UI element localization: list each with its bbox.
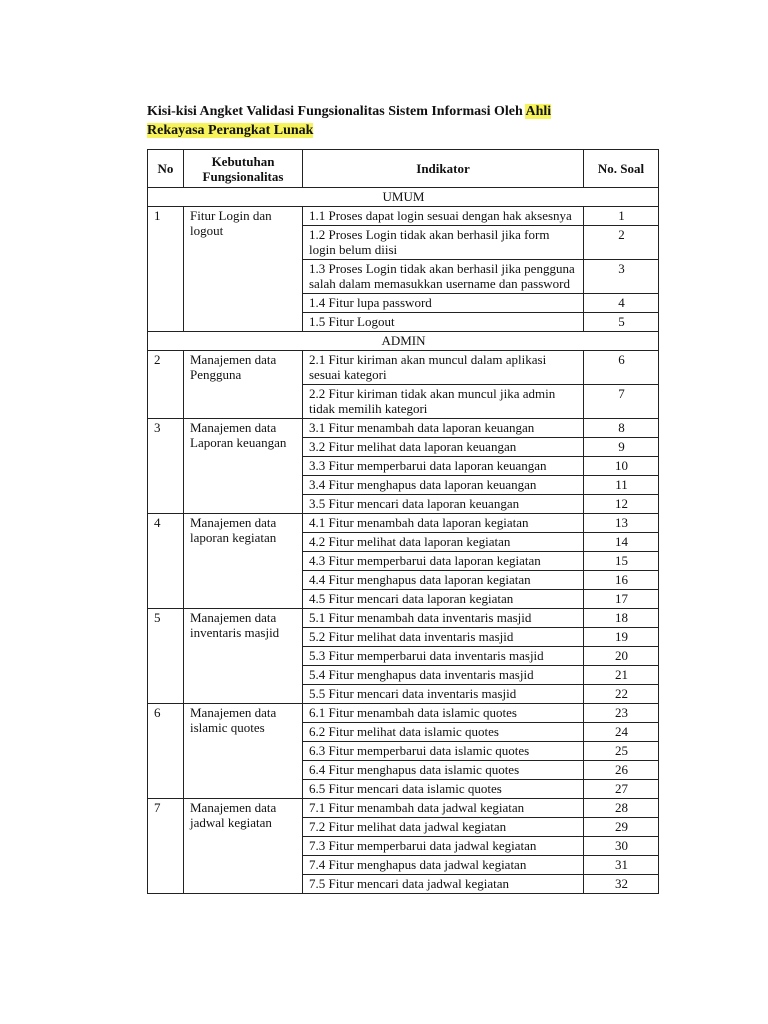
group-number: 6 bbox=[148, 704, 184, 799]
indikator-cell: 1.3 Proses Login tidak akan berhasil jika pengguna salah dalam memasukkan username dan password bbox=[303, 260, 584, 294]
table-row bbox=[148, 609, 659, 628]
table-body bbox=[148, 188, 659, 894]
soal-cell: 8 bbox=[584, 419, 659, 438]
soal-cell: 17 bbox=[584, 590, 659, 609]
soal-cell: 21 bbox=[584, 666, 659, 685]
title-highlight-2: Rekayasa Perangkat Lunak bbox=[147, 123, 314, 138]
section-row bbox=[148, 332, 659, 351]
soal-cell: 23 bbox=[584, 704, 659, 723]
kisi-kisi-table bbox=[147, 149, 659, 894]
indikator-cell: 7.5 Fitur mencari data jadwal kegiatan bbox=[303, 875, 584, 894]
group-number: 4 bbox=[148, 514, 184, 609]
header-kebutuhan: Kebutuhan Fungsionalitas bbox=[184, 150, 303, 188]
table-row bbox=[148, 704, 659, 723]
table-row bbox=[148, 799, 659, 818]
indikator-cell: 3.3 Fitur memperbarui data laporan keuangan bbox=[303, 457, 584, 476]
indikator-cell: 5.4 Fitur menghapus data inventaris masjid bbox=[303, 666, 584, 685]
soal-cell: 3 bbox=[584, 260, 659, 294]
table-row bbox=[148, 207, 659, 226]
kebutuhan-cell: Manajemen data inventaris masjid bbox=[184, 609, 303, 704]
indikator-cell: 1.4 Fitur lupa password bbox=[303, 294, 584, 313]
soal-cell: 28 bbox=[584, 799, 659, 818]
indikator-cell: 1.5 Fitur Logout bbox=[303, 313, 584, 332]
indikator-cell: 2.2 Fitur kiriman tidak akan muncul jika admin tidak memilih kategori bbox=[303, 385, 584, 419]
soal-cell: 30 bbox=[584, 837, 659, 856]
indikator-cell: 7.1 Fitur menambah data jadwal kegiatan bbox=[303, 799, 584, 818]
soal-cell: 19 bbox=[584, 628, 659, 647]
soal-cell: 1 bbox=[584, 207, 659, 226]
section-title: UMUM bbox=[148, 188, 659, 207]
document-title bbox=[147, 102, 617, 140]
indikator-cell: 7.2 Fitur melihat data jadwal kegiatan bbox=[303, 818, 584, 837]
indikator-cell: 6.2 Fitur melihat data islamic quotes bbox=[303, 723, 584, 742]
soal-cell: 14 bbox=[584, 533, 659, 552]
indikator-cell: 3.4 Fitur menghapus data laporan keuangan bbox=[303, 476, 584, 495]
indikator-cell: 4.4 Fitur menghapus data laporan kegiatan bbox=[303, 571, 584, 590]
kebutuhan-cell: Fitur Login dan logout bbox=[184, 207, 303, 332]
soal-cell: 27 bbox=[584, 780, 659, 799]
soal-cell: 32 bbox=[584, 875, 659, 894]
table-row bbox=[148, 351, 659, 385]
indikator-cell: 3.1 Fitur menambah data laporan keuangan bbox=[303, 419, 584, 438]
soal-cell: 26 bbox=[584, 761, 659, 780]
soal-cell: 13 bbox=[584, 514, 659, 533]
soal-cell: 12 bbox=[584, 495, 659, 514]
indikator-cell: 4.2 Fitur melihat data laporan kegiatan bbox=[303, 533, 584, 552]
indikator-cell: 5.3 Fitur memperbarui data inventaris masjid bbox=[303, 647, 584, 666]
group-number: 2 bbox=[148, 351, 184, 419]
indikator-cell: 6.1 Fitur menambah data islamic quotes bbox=[303, 704, 584, 723]
soal-cell: 25 bbox=[584, 742, 659, 761]
header-soal: No. Soal bbox=[584, 150, 659, 188]
soal-cell: 5 bbox=[584, 313, 659, 332]
title-text: Kisi-kisi Angket Validasi Fungsionalitas Sistem Informasi Oleh bbox=[147, 104, 526, 119]
section-row bbox=[148, 188, 659, 207]
indikator-cell: 4.5 Fitur mencari data laporan kegiatan bbox=[303, 590, 584, 609]
soal-cell: 18 bbox=[584, 609, 659, 628]
section-title: ADMIN bbox=[148, 332, 659, 351]
indikator-cell: 6.5 Fitur mencari data islamic quotes bbox=[303, 780, 584, 799]
indikator-cell: 7.3 Fitur memperbarui data jadwal kegiatan bbox=[303, 837, 584, 856]
table-row bbox=[148, 514, 659, 533]
table-row bbox=[148, 419, 659, 438]
soal-cell: 31 bbox=[584, 856, 659, 875]
kebutuhan-cell: Manajemen data islamic quotes bbox=[184, 704, 303, 799]
soal-cell: 29 bbox=[584, 818, 659, 837]
soal-cell: 24 bbox=[584, 723, 659, 742]
soal-cell: 22 bbox=[584, 685, 659, 704]
group-number: 1 bbox=[148, 207, 184, 332]
kebutuhan-cell: Manajemen data Laporan keuangan bbox=[184, 419, 303, 514]
indikator-cell: 4.3 Fitur memperbarui data laporan kegiatan bbox=[303, 552, 584, 571]
soal-cell: 6 bbox=[584, 351, 659, 385]
indikator-cell: 5.2 Fitur melihat data inventaris masjid bbox=[303, 628, 584, 647]
title-highlight-1: Ahli bbox=[525, 104, 552, 119]
soal-cell: 11 bbox=[584, 476, 659, 495]
indikator-cell: 1.2 Proses Login tidak akan berhasil jika form login belum diisi bbox=[303, 226, 584, 260]
group-number: 3 bbox=[148, 419, 184, 514]
header-indikator: Indikator bbox=[303, 150, 584, 188]
group-number: 5 bbox=[148, 609, 184, 704]
kebutuhan-cell: Manajemen data jadwal kegiatan bbox=[184, 799, 303, 894]
indikator-cell: 2.1 Fitur kiriman akan muncul dalam aplikasi sesuai kategori bbox=[303, 351, 584, 385]
indikator-cell: 7.4 Fitur menghapus data jadwal kegiatan bbox=[303, 856, 584, 875]
kebutuhan-cell: Manajemen data laporan kegiatan bbox=[184, 514, 303, 609]
soal-cell: 10 bbox=[584, 457, 659, 476]
indikator-cell: 3.2 Fitur melihat data laporan keuangan bbox=[303, 438, 584, 457]
header-no: No bbox=[148, 150, 184, 188]
indikator-cell: 1.1 Proses dapat login sesuai dengan hak aksesnya bbox=[303, 207, 584, 226]
indikator-cell: 4.1 Fitur menambah data laporan kegiatan bbox=[303, 514, 584, 533]
group-number: 7 bbox=[148, 799, 184, 894]
soal-cell: 9 bbox=[584, 438, 659, 457]
table-header-row bbox=[148, 150, 659, 188]
indikator-cell: 3.5 Fitur mencari data laporan keuangan bbox=[303, 495, 584, 514]
indikator-cell: 5.5 Fitur mencari data inventaris masjid bbox=[303, 685, 584, 704]
soal-cell: 16 bbox=[584, 571, 659, 590]
kebutuhan-cell: Manajemen data Pengguna bbox=[184, 351, 303, 419]
indikator-cell: 6.3 Fitur memperbarui data islamic quotes bbox=[303, 742, 584, 761]
indikator-cell: 5.1 Fitur menambah data inventaris masjid bbox=[303, 609, 584, 628]
soal-cell: 4 bbox=[584, 294, 659, 313]
soal-cell: 7 bbox=[584, 385, 659, 419]
indikator-cell: 6.4 Fitur menghapus data islamic quotes bbox=[303, 761, 584, 780]
soal-cell: 20 bbox=[584, 647, 659, 666]
soal-cell: 15 bbox=[584, 552, 659, 571]
soal-cell: 2 bbox=[584, 226, 659, 260]
